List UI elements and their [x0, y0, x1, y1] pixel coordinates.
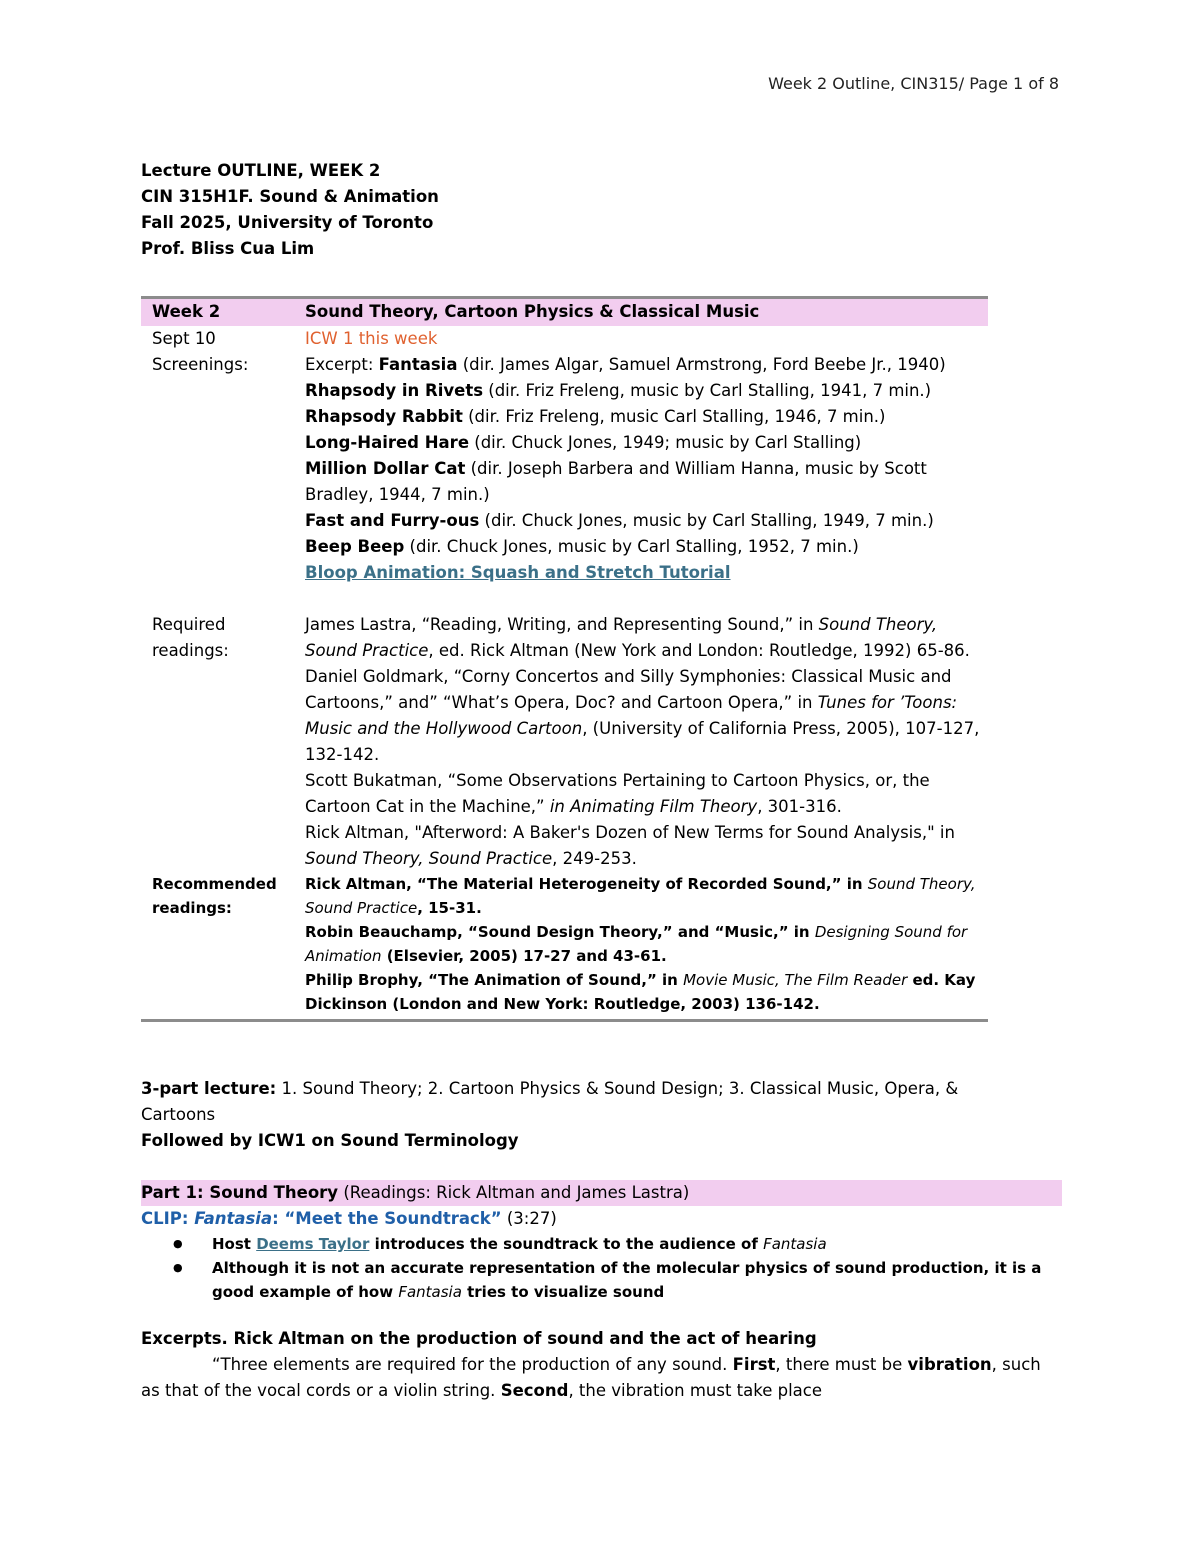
lecture-title: Lecture OUTLINE, WEEK 2 [141, 161, 381, 180]
schedule-table [141, 296, 988, 1022]
screening-item: Rhapsody in Rivets (dir. Friz Freleng, music by Carl Stalling, 1941, 7 min.) [305, 381, 932, 400]
reading-item: Robin Beauchamp, “Sound Design Theory,” and “Music,” in Designing Sound for Animation (Elsevier, 2005) 17-27 and 43-61. [305, 923, 968, 965]
list-item: ● Host Deems Taylor introduces the soundtrack to the audience of Fantasia [141, 1232, 1062, 1256]
clip-line: CLIP: Fantasia: “Meet the Soundtrack” (3:27) [141, 1209, 557, 1228]
lecture-summary [141, 1076, 1001, 1154]
required-label: Required readings: [152, 615, 229, 660]
reading-item: Rick Altman, “The Material Heterogeneity of Recorded Sound,” in Sound Theory, Sound Practice, 15-31. [305, 875, 976, 917]
required-row [141, 612, 988, 872]
tutorial-link[interactable]: Bloop Animation: Squash and Stretch Tutorial [305, 563, 731, 582]
followed-by: Followed by ICW1 on Sound Terminology [141, 1131, 519, 1150]
professor: Prof. Bliss Cua Lim [141, 239, 315, 258]
term: Fall 2025, University of Toronto [141, 213, 434, 232]
screenings-row [141, 326, 988, 612]
reading-item: James Lastra, “Reading, Writing, and Representing Sound,” in Sound Theory, Sound Practice, ed. Rick Altman (New York and London: Routledge, 1992) 65-86. [305, 615, 970, 660]
course-info [141, 158, 439, 262]
part-1-heading: Part 1: Sound Theory (Readings: Rick Altman and James Lastra) [141, 1180, 1062, 1206]
recommended-label: Recommended readings: [141, 872, 305, 1021]
screening-item: Excerpt: Fantasia (dir. James Algar, Samuel Armstrong, Ford Beebe Jr., 1940) [305, 355, 946, 374]
icw-note: ICW 1 this week [305, 329, 438, 348]
recommended-row [141, 872, 988, 1021]
screening-item: Long-Haired Hare (dir. Chuck Jones, 1949; music by Carl Stalling) [305, 433, 862, 452]
screenings-label: Screenings: [152, 355, 249, 374]
clip-notes [141, 1232, 1062, 1304]
screening-item: Beep Beep (dir. Chuck Jones, music by Carl Stalling, 1952, 7 min.) [305, 537, 859, 556]
excerpt-heading: Excerpts. Rick Altman on the production of sound and the act of hearing [141, 1329, 817, 1348]
table-header-row [141, 298, 988, 327]
deems-taylor-link[interactable]: Deems Taylor [256, 1235, 370, 1253]
excerpt-text: “Three elements are required for the production of any sound. First, there must be vibration, such as that of the vocal cords or a violin string. Second, the vibration must take place [141, 1355, 1041, 1400]
part-1-section [141, 1180, 1062, 1404]
course-code: CIN 315H1F. Sound & Animation [141, 187, 439, 206]
summary-text: 1. Sound Theory; 2. Cartoon Physics & Sound Design; 3. Classical Music, Opera, & Cartoons [141, 1079, 959, 1124]
summary-label: 3-part lecture: [141, 1079, 277, 1098]
reading-item: Scott Bukatman, “Some Observations Pertaining to Cartoon Physics, or, the Cartoon Cat in the Machine,” in Animating Film Theory, 301-316. [305, 771, 930, 816]
reading-item: Rick Altman, "Afterword: A Baker's Dozen of New Terms for Sound Analysis," in Sound Theory, Sound Practice, 249-253. [305, 823, 955, 868]
week-title: Sound Theory, Cartoon Physics & Classical Music [305, 298, 988, 327]
date: Sept 10 [152, 329, 216, 348]
week-label: Week 2 [141, 298, 305, 327]
reading-item: Daniel Goldmark, “Corny Concertos and Silly Symphonies: Classical Music and Cartoons,” and” “What’s Opera, Doc? and Cartoon Opera,” in Tunes for ’Toons: Music and the Hollywood Cartoon, (University of California Press, 2005), 107-127, 132-142. [305, 667, 980, 764]
list-item: ● Although it is not an accurate representation of the molecular physics of sound production, it is a good example of how Fantasia tries to visualize sound [141, 1256, 1062, 1304]
reading-item: Philip Brophy, “The Animation of Sound,” in Movie Music, The Film Reader ed. Kay Dickinson (London and New York: Routledge, 2003) 136-142. [305, 971, 976, 1013]
screening-item: Rhapsody Rabbit (dir. Friz Freleng, music Carl Stalling, 1946, 7 min.) [305, 407, 886, 426]
screening-item: Million Dollar Cat (dir. Joseph Barbera and William Hanna, music by Scott Bradley, 1944, 7 min.) [305, 459, 927, 504]
screening-item: Fast and Furry-ous (dir. Chuck Jones, music by Carl Stalling, 1949, 7 min.) [305, 511, 934, 530]
page-header: Week 2 Outline, CIN315/ Page 1 of 8 [768, 74, 1059, 93]
